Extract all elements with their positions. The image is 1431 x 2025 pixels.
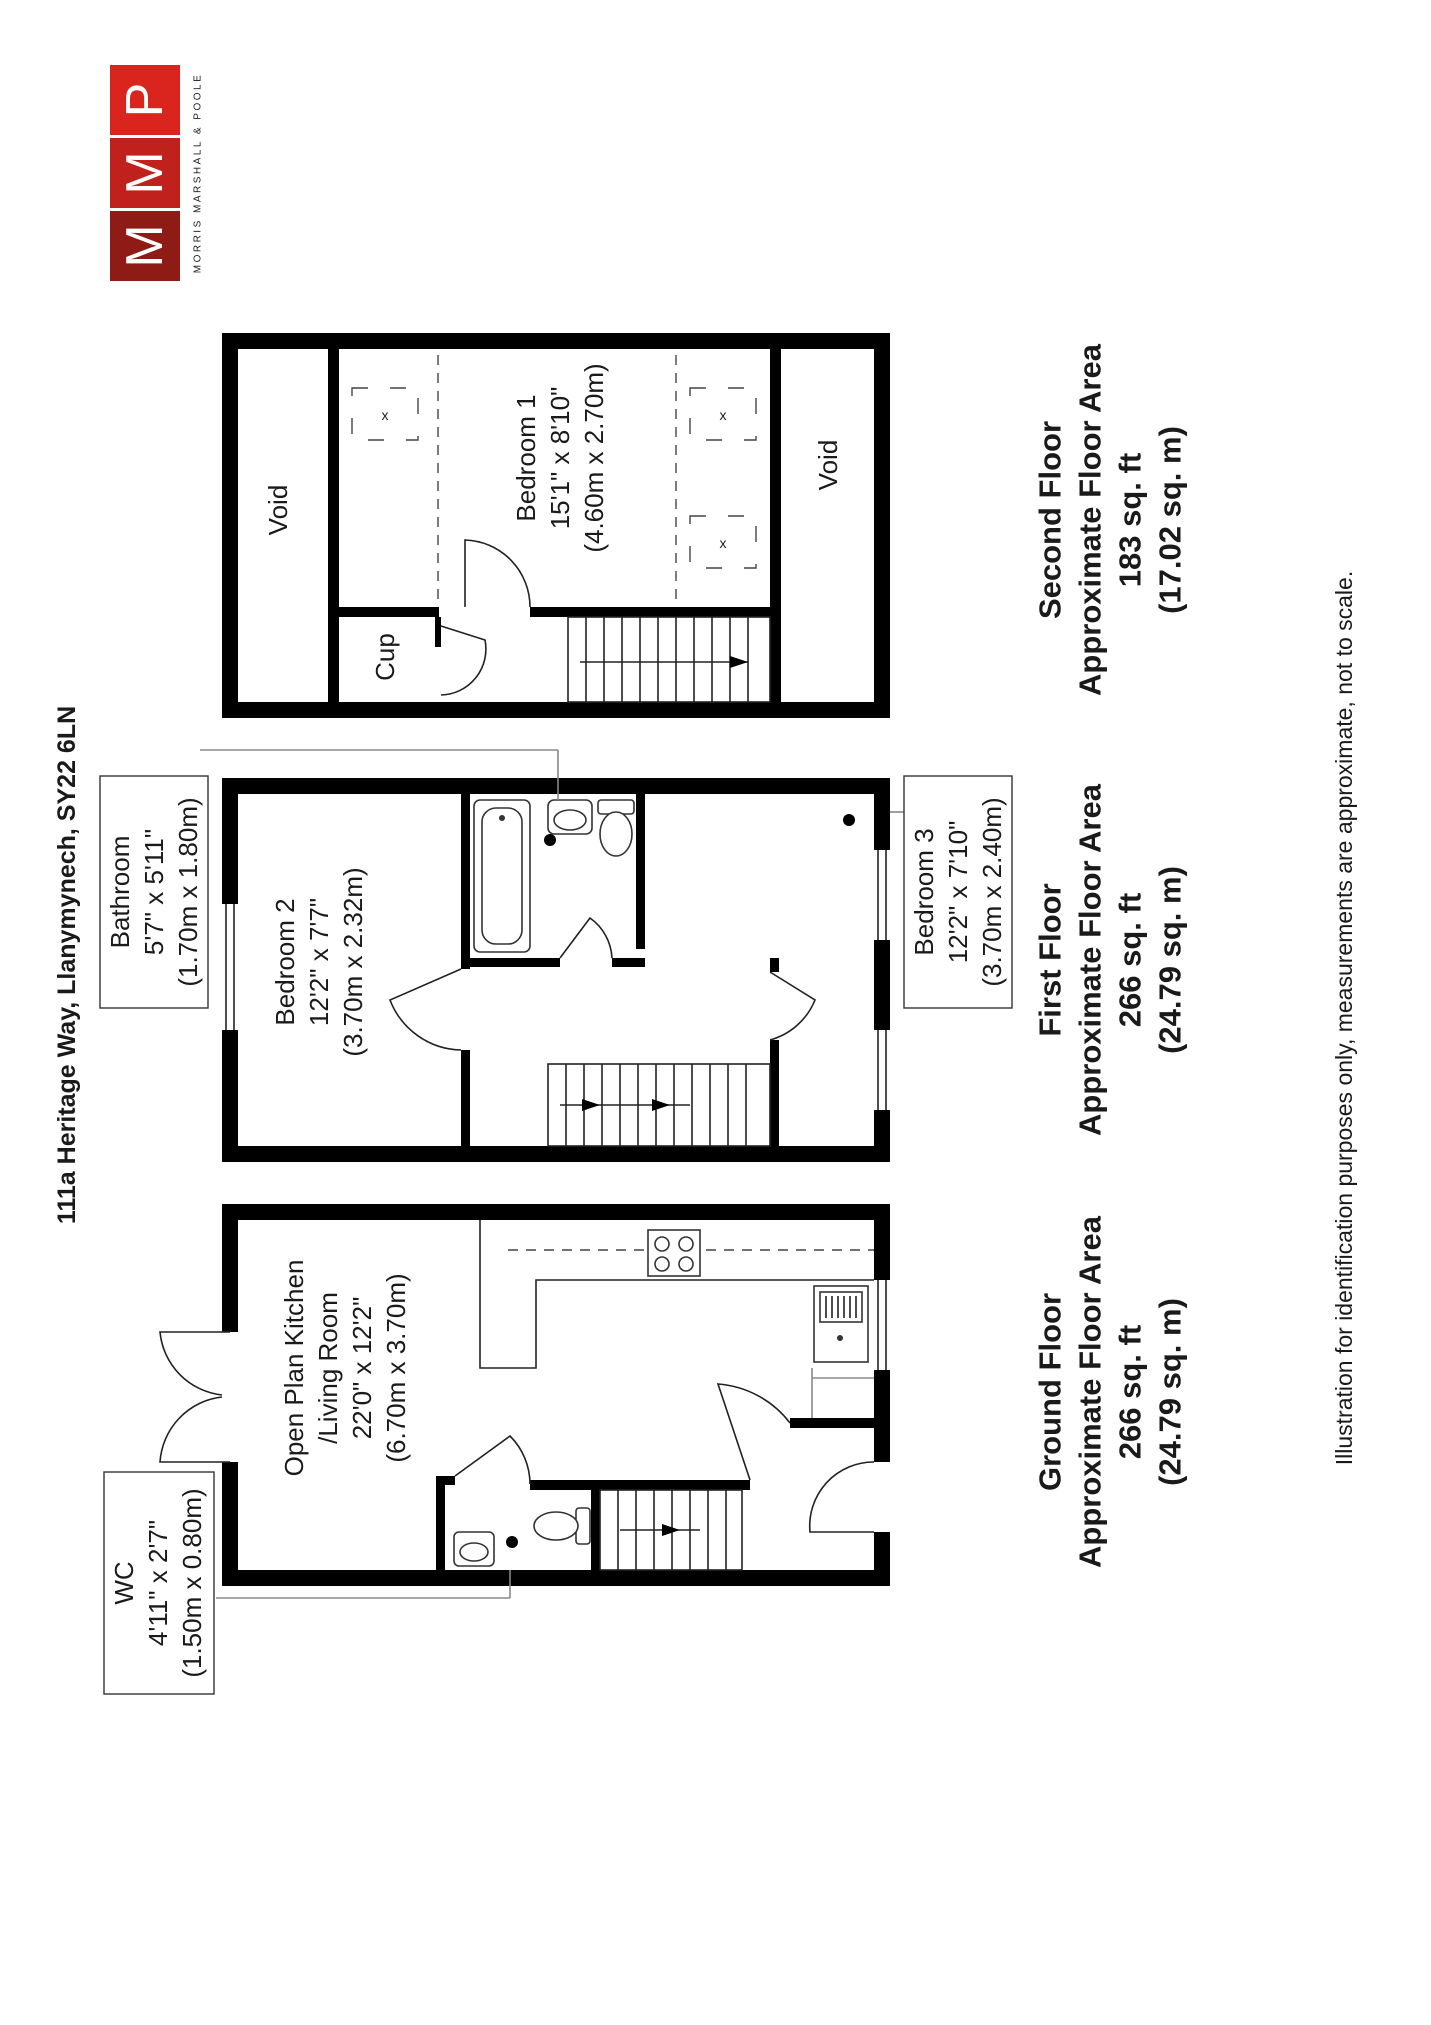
living-imperial: 22'0" x 12'2" — [347, 1296, 377, 1440]
property-address: 111a Heritage Way, Llanymynech, SY22 6LN — [53, 705, 81, 1225]
second-floor-area-label: Approximate Floor Area — [1072, 344, 1108, 696]
skylight — [690, 516, 756, 568]
logo-letter-m1: M — [116, 224, 174, 268]
living-metric: (6.70m x 3.70m) — [381, 1273, 411, 1463]
bathroom-imperial: 5'7" x 5'11" — [139, 828, 169, 956]
company-logo — [110, 65, 204, 281]
bedroom1-metric: (4.60m x 2.70m) — [579, 363, 609, 553]
skylight — [352, 388, 418, 440]
ground-floor-plan — [104, 1204, 890, 1694]
second-floor-plan — [222, 333, 890, 718]
ground-floor-area-label: Approximate Floor Area — [1072, 1216, 1108, 1568]
first-floor-area-m: (24.79 sq. m) — [1152, 866, 1188, 1054]
logo-letter-p: P — [116, 82, 174, 118]
cupboard-label: Cup — [370, 633, 400, 681]
svg-text:x: x — [381, 407, 389, 423]
svg-text:x: x — [719, 407, 727, 423]
second-floor-area-ft: 183 sq. ft — [1112, 452, 1148, 588]
kitchen-sink — [814, 1286, 868, 1362]
bathroom-name: Bathroom — [105, 835, 135, 949]
first-floor-area — [1033, 783, 1188, 1136]
bedroom1-name: Bedroom 1 — [511, 394, 541, 522]
bedroom3-imperial: 12'2" x 7'10" — [943, 820, 973, 964]
toilet — [598, 800, 634, 856]
skylight — [690, 388, 756, 440]
staircase — [600, 1490, 742, 1570]
first-floor-area-label: Approximate Floor Area — [1072, 784, 1108, 1136]
washbasin — [548, 800, 592, 834]
ground-floor-area-ft: 266 sq. ft — [1112, 1324, 1148, 1460]
bedroom3-name: Bedroom 3 — [909, 828, 939, 956]
staircase — [568, 617, 770, 702]
logo-letter-m2: M — [116, 151, 174, 195]
void-left-label: Void — [263, 484, 293, 536]
bedroom2-name: Bedroom 2 — [270, 898, 300, 1026]
bathtub — [474, 800, 530, 952]
bedroom1-imperial: 15'1" x 8'10" — [545, 386, 575, 530]
staircase — [548, 1064, 770, 1146]
first-floor-plan — [100, 750, 1012, 1162]
ground-floor-area — [1033, 1215, 1188, 1568]
wc-metric: (1.50m x 0.80m) — [177, 1488, 207, 1678]
first-floor-area-ft: 266 sq. ft — [1112, 892, 1148, 1028]
bathroom-metric: (1.70m x 1.80m) — [173, 797, 203, 987]
wc-name: WC — [109, 1561, 139, 1605]
second-floor-area — [1033, 343, 1188, 696]
svg-text:x: x — [719, 535, 727, 551]
wc-imperial: 4'11" x 2'7" — [143, 1519, 173, 1647]
bedroom2-metric: (3.70m x 2.32m) — [338, 867, 368, 1057]
ground-floor-area-m: (24.79 sq. m) — [1152, 1298, 1188, 1486]
disclaimer: Illustration for identification purposes only, measurements are approximate, not to scale. — [1331, 570, 1357, 1466]
living-name-line2: /Living Room — [313, 1292, 343, 1444]
second-floor-area-m: (17.02 sq. m) — [1152, 426, 1188, 614]
living-name-line1: Open Plan Kitchen — [279, 1259, 309, 1477]
ground-floor-name: Ground Floor — [1032, 1292, 1068, 1492]
first-floor-name: First Floor — [1032, 883, 1068, 1037]
void-right-label: Void — [813, 439, 843, 491]
bedroom2-imperial: 12'2" x 7'7" — [304, 897, 334, 1027]
bedroom3-metric: (3.70m x 2.40m) — [977, 797, 1007, 987]
second-floor-name: Second Floor — [1032, 420, 1068, 620]
wc-basin — [454, 1532, 494, 1566]
wc-toilet — [534, 1508, 590, 1544]
logo-company-name: MORRIS MARSHALL & POOLE — [192, 72, 204, 274]
